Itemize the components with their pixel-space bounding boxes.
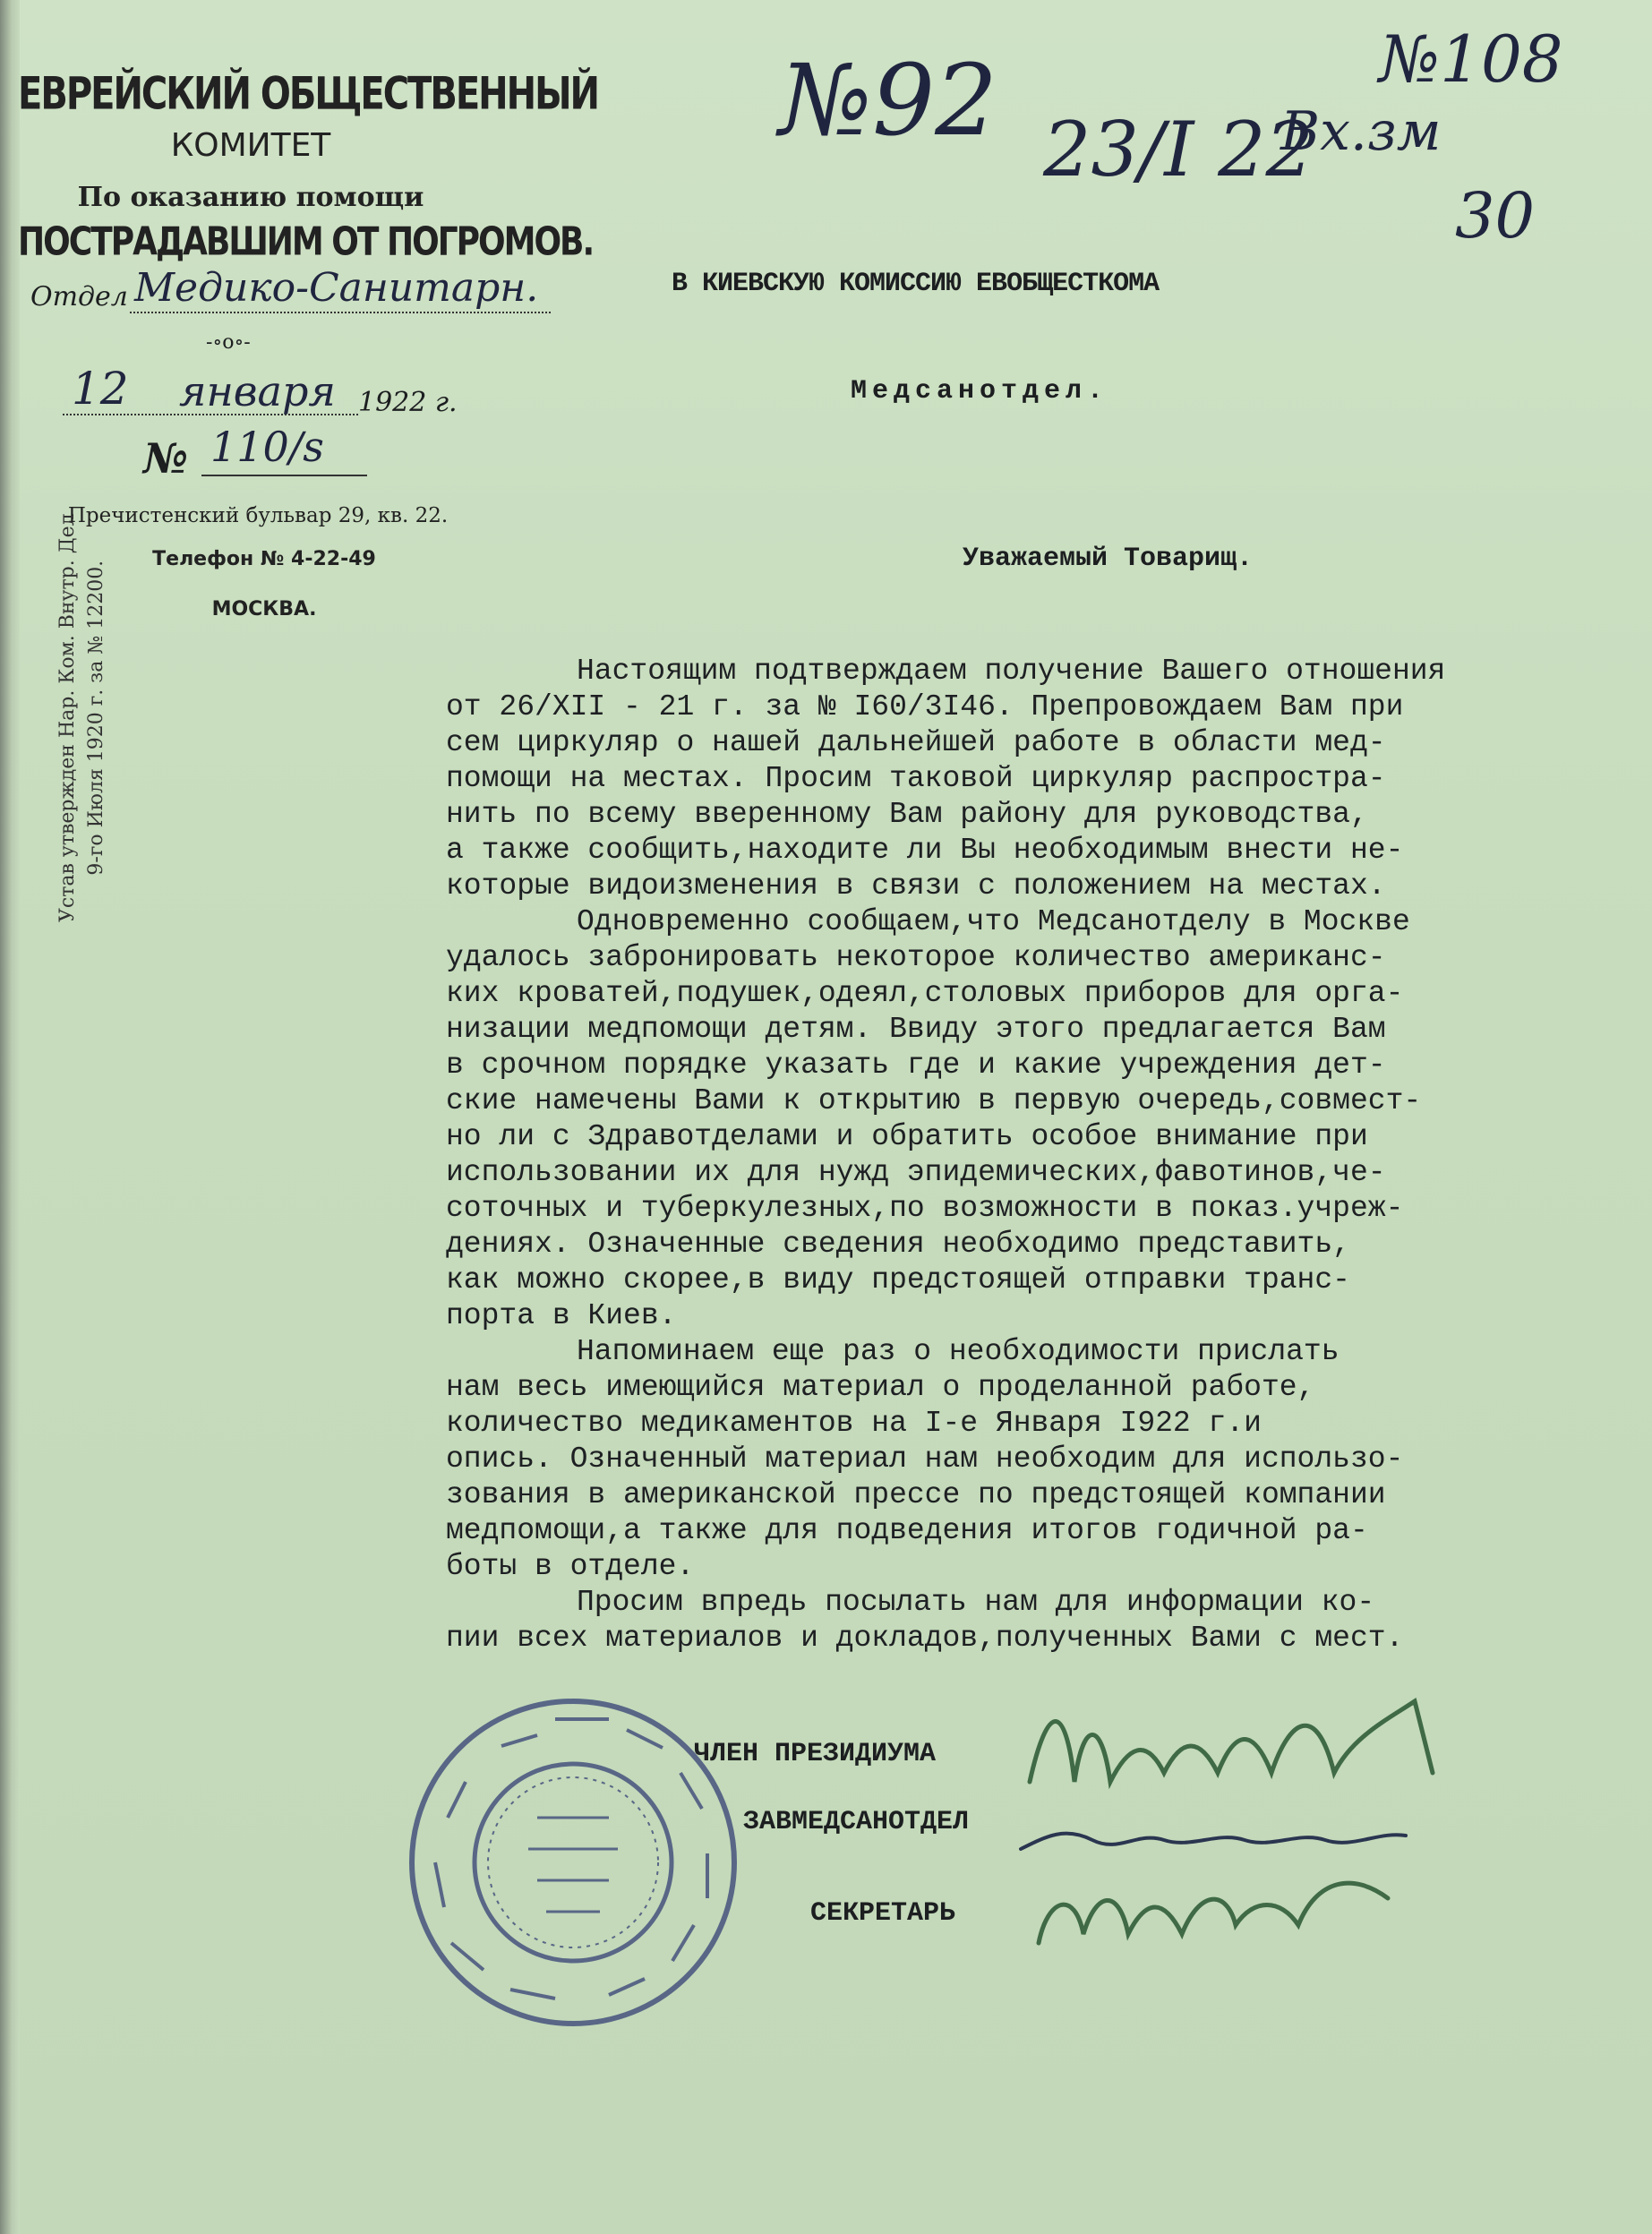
body-line: пии всех материалов и докладов,полученных Вами с мест.	[446, 1622, 1404, 1655]
body-line: соточных и туберкулезных,по возможности в показ.учреж-	[446, 1192, 1404, 1225]
body-line: порта в Киев.	[446, 1299, 677, 1332]
incoming-date-handwritten: 23/I 22	[1043, 106, 1314, 193]
body-line: удалось забронировать некоторое количество американс-	[446, 941, 1386, 974]
paper-edge	[0, 0, 20, 2234]
body-line: количество медикаментов на I-е Января I922 г.и	[446, 1407, 1262, 1440]
body-line: которые видоизменения в связи с положением на местах.	[446, 869, 1386, 903]
department-line: Медсанотдел.	[851, 376, 1109, 407]
number-underline	[201, 475, 367, 476]
letterhead-org-line4: ПОСТРАДАВШИМ ОТ ПОГРОМОВ.	[18, 219, 594, 265]
date-day-handwritten: 12	[72, 363, 129, 415]
body-line: Одновременно сообщаем,что Медсанотделу в Москве	[577, 905, 1410, 938]
outgoing-number-label: №	[143, 434, 188, 483]
letterhead-org-line3: По оказанию помощи	[77, 182, 424, 213]
body-line: сем циркуляр о нашей дальнейшей работе в области мед-	[446, 726, 1386, 759]
body-line: дениях. Означенные сведения необходимо представить,	[446, 1228, 1350, 1261]
letterhead-org-line1: ЕВРЕЙСКИЙ ОБЩЕСТВЕННЫЙ	[18, 68, 599, 120]
letterhead-address: Пречистенский бульвар 29, кв. 22.	[67, 504, 449, 527]
body-line: помощи на местах. Просим таковой циркуляр распростра-	[446, 762, 1386, 795]
body-line: боты в отделе.	[446, 1550, 695, 1583]
body-line: зования в американской прессе по предстоящей компании	[446, 1478, 1386, 1511]
dept-handwritten: Медико-Санитарн.	[134, 265, 539, 311]
signature-role-presidium: ЧЛЕН ПРЕЗИДИУМА	[694, 1739, 937, 1769]
body-line: но ли с Здравотделами и обратить особое внимание при	[446, 1120, 1368, 1153]
letterhead-city: МОСКВА.	[211, 598, 317, 621]
letterhead-org-line2: КОМИТЕТ	[170, 127, 331, 164]
page-number-handwritten: 30	[1455, 179, 1536, 253]
letter-body	[446, 654, 1601, 1656]
handwritten-signatures	[1012, 1648, 1477, 1970]
signature-head-mark	[1021, 1834, 1406, 1849]
statute-note-vertical	[54, 513, 111, 922]
body-line: в срочном порядке указать где и какие учреждения дет-	[446, 1049, 1386, 1082]
body-line: а также сообщить,находите ли Вы необходимым внести не-	[446, 834, 1404, 867]
body-line: нить по всему вверенному Вам району для руководства,	[446, 798, 1368, 831]
incoming-number-handwritten: №92	[779, 43, 998, 158]
body-line: опись. Означенный материал нам необходим для использо-	[446, 1442, 1404, 1476]
date-year: 1922 г.	[358, 387, 458, 418]
letterhead-phone: Телефон № 4-22-49	[152, 548, 376, 570]
salutation: Уважаемый Товарищ.	[963, 544, 1254, 574]
body-line: ские намечены Вами к открытию в первую очередь,совмест-	[446, 1084, 1422, 1117]
organization-stamp	[394, 1683, 752, 2041]
statute-note-line1: Устав утвержден Нар. Ком. Внутр. Дел	[56, 513, 79, 922]
body-line: как можно скорее,в виду предстоящей отправки транс-	[446, 1263, 1350, 1297]
reference-number-handwritten: №108	[1379, 21, 1563, 97]
statute-note-line2: 9-го Июля 1920 г. за № 12200.	[85, 560, 107, 876]
body-line: медпомощи,а также для подведения итогов годичной ра-	[446, 1514, 1368, 1547]
dept-underline	[130, 312, 551, 313]
body-line: ких кроватей,подушек,одеял,столовых приборов для орга-	[446, 977, 1404, 1010]
body-line: нам весь имеющийся материал о проделанной работе,	[446, 1371, 1315, 1404]
signature-role-secretary: СЕКРЕТАРЬ	[810, 1898, 956, 1929]
signature-presidium-mark	[1030, 1701, 1433, 1782]
body-line: низации медпомощи детям. Ввиду этого предлагается Вам	[446, 1013, 1386, 1046]
recipient-line: В КИЕВСКУЮ КОМИССИЮ ЕВОБЩЕСТКОМА	[672, 269, 1160, 299]
body-line: использовании их для нужд эпидемических,фавотинов,че-	[446, 1156, 1386, 1189]
letterhead-ornament: -∘o∘-	[206, 331, 251, 354]
date-month-handwritten: января	[179, 367, 336, 415]
body-line: Просим впредь посылать нам для информации ко-	[577, 1586, 1375, 1619]
signature-role-head: ЗАВМЕДСАНОТДЕЛ	[743, 1807, 970, 1837]
signature-secretary-mark	[1039, 1883, 1388, 1943]
body-line: Настоящим подтверждаем получение Вашего отношения	[577, 655, 1446, 688]
reference-word-handwritten: Вх.зм	[1280, 100, 1442, 163]
body-line: Напоминаем еще раз о необходимости прислать	[577, 1335, 1340, 1368]
letterhead-dept-label: Отдел	[30, 281, 128, 312]
body-line: от 26/XII - 21 г. за № I60/3I46. Препровождаем Вам при	[446, 690, 1404, 723]
outgoing-number-handwritten: 110/s	[210, 423, 324, 471]
